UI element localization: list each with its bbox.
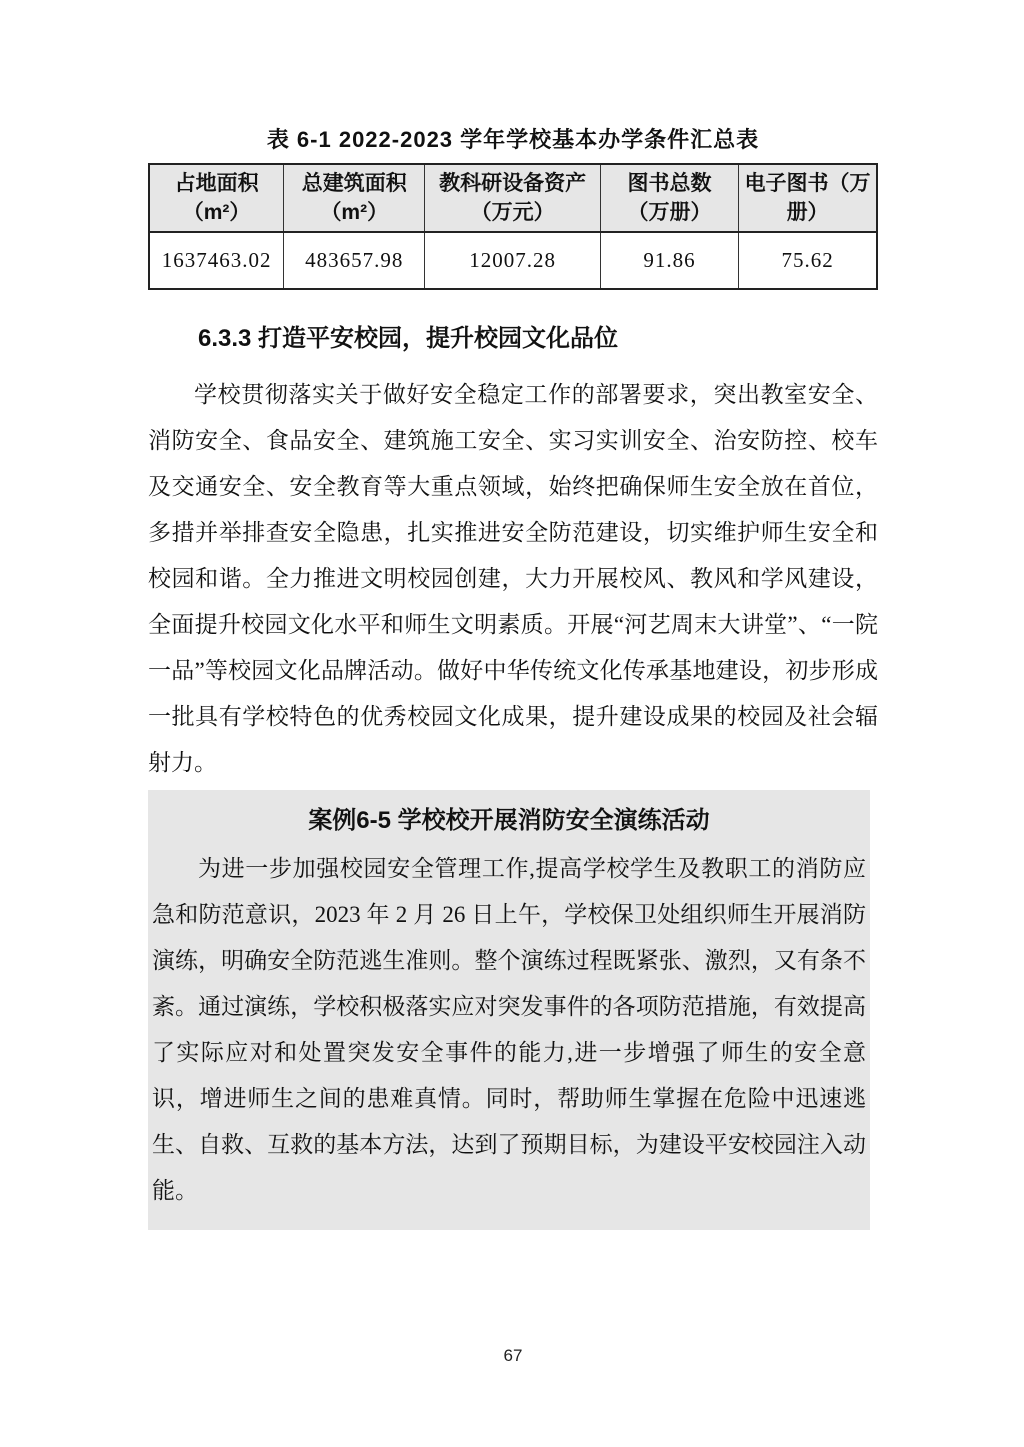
header-label-line2: 册） (786, 201, 829, 224)
case-study-paragraph: 为进一步加强校园安全管理工作,提高学校学生及教职工的消防应急和防范意识，2023 年 2 月 26 日上午，学校保卫处组织师生开展消防演练，明确安全防范逃生准则。整个演练过程既紧张、激烈，又有条不紊。通过演练，学校积极落实应对突发事件的各项防范措施，有效提高了实际应对和处置突发安全事件的能力,进一步增强了师生的安全意识，增进师生之间的患难真情。同时，帮助师生掌握在危险中迅速逃生、自救、互救的基本方法，达到了预期目标，为建设平安校园注入动能。 (152, 856, 866, 1203)
page-number: 67 (503, 1346, 523, 1365)
cell-land-area: 1637463.02 (149, 232, 284, 289)
header-label-line1: 教科研设备资产 (439, 172, 587, 195)
header-label-line1: 总建筑面积 (301, 172, 407, 195)
section-heading: 6.3.3 打造平安校园，提升校园文化品位 (198, 325, 619, 352)
cell-equipment-assets: 12007.28 (425, 232, 600, 289)
header-label-line1: 电子图书（万 (744, 172, 871, 195)
header-label-line1: 占地面积 (174, 172, 259, 195)
table-header-row (149, 164, 877, 232)
cell-ebooks: 75.62 (739, 232, 877, 289)
case-study-box (148, 790, 870, 1230)
table-header-land-area (149, 164, 284, 232)
header-label-line2: （万册） (627, 201, 712, 224)
section-paragraph: 学校贯彻落实关于做好安全稳定工作的部署要求，突出教室安全、消防安全、食品安全、建筑施工安全、实习实训安全、治安防控、校车及交通安全、安全教育等大重点领域，始终把确保师生安全放在首位，多措并举排查安全隐患，扎实推进安全防范建设，切实维护师生安全和校园和谐。全力推进文明校园创建，大力开展校风、教风和学风建设，全面提升校园文化水平和师生文明素质。开展“河艺周末大讲堂”、“一院一品”等校园文化品牌活动。做好中华传统文化传承基地建设，初步形成一批具有学校特色的优秀校园文化成果，提升建设成果的校园及社会辐射力。 (148, 382, 878, 775)
header-label-line2: （万元） (470, 201, 555, 224)
table-data-row (149, 232, 877, 289)
cell-books-total: 91.86 (600, 232, 738, 289)
case-study-heading: 案例6-5 学校校开展消防安全演练活动 (308, 807, 710, 834)
school-conditions-table (148, 163, 878, 290)
table-header-equipment-assets (425, 164, 600, 232)
table-header-building-area (284, 164, 425, 232)
header-label-line2: （m²） (320, 201, 389, 224)
cell-building-area: 483657.98 (284, 232, 425, 289)
table-caption: 表 6-1 2022-2023 学年学校基本办学条件汇总表 (266, 127, 760, 152)
table-header-ebooks (739, 164, 877, 232)
table-body (149, 232, 877, 289)
table-header-books-total (600, 164, 738, 232)
header-label-line2: （m²） (182, 201, 251, 224)
header-label-line1: 图书总数 (627, 172, 712, 195)
